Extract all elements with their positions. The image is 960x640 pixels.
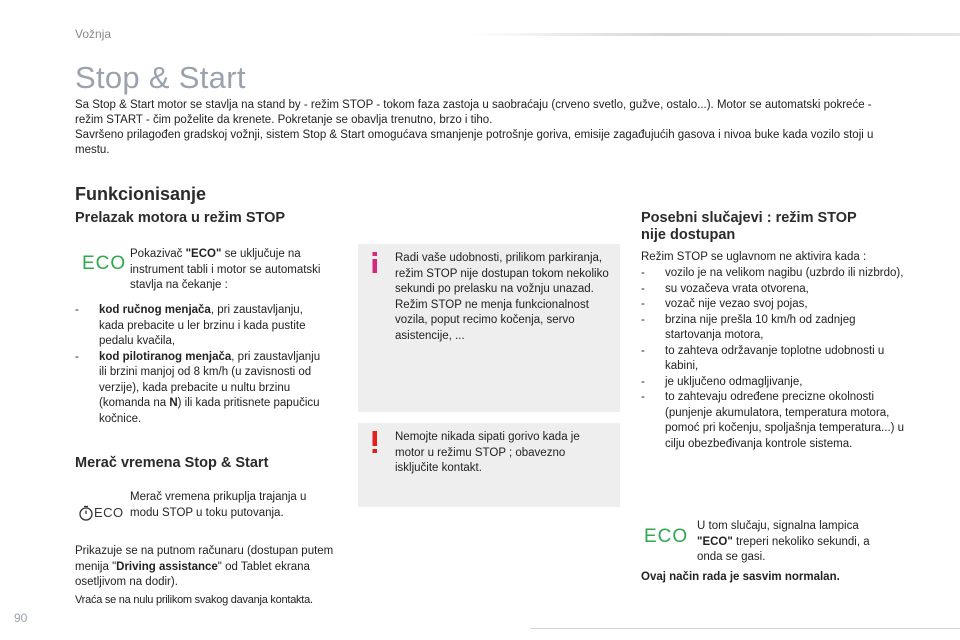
eco-flash-pre: U tom slučaju, signalna lampica: [697, 520, 859, 532]
timer-text: Merač vremena prikuplja trajanja u modu STOP u toku putovanja.: [130, 491, 307, 519]
warning-icon: [368, 431, 382, 453]
posebni-lead: Režim STOP se uglavnom ne aktivira kada :: [641, 251, 867, 263]
info-box-text-2: Režim STOP ne menja funkcionalnost vozila, poput recimo kočenja, servo asistencije, ...: [395, 298, 589, 342]
list-item: - su vozačeva vrata otvorena,: [641, 282, 906, 298]
piloted-gearbox-text-b: ) ili kada pritisnete papučicu kočnice.: [99, 397, 320, 425]
prelazak-heading: Prelazak motora u režim STOP: [75, 210, 286, 226]
indicator-text-pre: Pokazivač: [130, 248, 186, 260]
list-item: - vozač nije vezao svoj pojas,: [641, 297, 906, 313]
info-box-text: [395, 251, 610, 344]
eco-flash-text: [697, 519, 897, 566]
manual-gearbox-label: kod ručnog menjača: [99, 304, 211, 316]
indicator-text-post: se uključuje na instrument tabli i motor se automatski stavlja na čekanje :: [130, 248, 321, 291]
merac-heading: Merač vremena Stop & Start: [75, 455, 269, 471]
trip-text-pre: Prikazuje se na putnom računaru (dostupan putem menija ": [75, 545, 334, 573]
indicator-text: [130, 247, 340, 294]
eco-flash-post: treperi nekoliko sekundi, a onda se gasi.: [697, 535, 870, 563]
footer-rule: [530, 628, 960, 629]
list-item: - vozilo je na velikom nagibu (uzbrdo ili nizbrdo),: [641, 266, 906, 282]
neutral-key: N: [169, 397, 178, 409]
warning-box: [358, 423, 620, 507]
intro-paragraph-2: Savršeno prilagođen gradskoj vožnji, sistem Stop & Start omogućava smanjenje potrošnje goriva, emisije zagađujućih gasova i nivoa buke kada vozilo stoji u mestu.: [75, 129, 874, 156]
intro-paragraph-1: Sa Stop & Start motor se stavlja na stand by - režim STOP - tokom faza zastoja u saobraćaju (crveno svetlo, gužve, ostalo...). Motor se automatski pokreće - režim START - čim poželite da krenete. Pokretanje se obavlja trenutno, brzo i tiho.: [75, 99, 872, 126]
page-title: Stop & Start: [75, 60, 246, 95]
eco-indicator-icon: ECO: [82, 253, 127, 274]
piloted-gearbox-text-a: , pri zaustavljanju ili brzini manjoj od 8 km/h (u zavisnosti od verzije), kada prebacite u nultu brzinu (komanda na: [99, 350, 321, 409]
list-item: - brzina nije prešla 10 km/h od zadnjeg startovanja motora,: [641, 313, 906, 344]
list-item: - to zahtevaju određene precizne okolnosti (punjenje akumulatora, temperatura motora, pomoć pri kočenju, spoljašnja temperatura...) u cilju obezbeđivanja kontrole sistema.: [641, 390, 906, 452]
list-item: [75, 350, 330, 428]
page-number: 90: [14, 611, 28, 625]
info-box-text-1: Radi vaše udobnosti, prilikom parkiranja, režim STOP nije dostupan tokom nekoliko sekundi po prelasku na vožnju unazad.: [395, 252, 609, 295]
eco-timer-icon: [78, 503, 126, 523]
eco-flash-icon: ECO: [644, 526, 689, 547]
posebni-heading-line2: nije dostupan: [641, 227, 736, 243]
posebni-list: [641, 266, 906, 452]
posebni-heading-line1: Posebni slučajevi : režim STOP: [641, 210, 857, 226]
reset-note: Vraća se na nulu prilikom svakog davanja kontakta.: [75, 594, 313, 606]
section-label: Vožnja: [75, 27, 112, 41]
info-icon: [368, 252, 382, 274]
list-item: [75, 303, 330, 350]
indicator-text-eco: "ECO": [185, 248, 222, 260]
intro-text: [75, 98, 895, 158]
eco-timer-label: ECO: [94, 505, 124, 520]
driving-assistance-label: Driving assistance: [116, 560, 218, 573]
trip-text-post: " od Tablet ekrana osetljivom na dodir).: [75, 560, 310, 588]
stopwatch-icon: [78, 505, 94, 521]
gearbox-list: [75, 303, 330, 427]
piloted-gearbox-label: kod pilotiranog menjača: [99, 350, 232, 363]
list-item: - je uključeno odmagljivanje,: [641, 375, 906, 391]
warning-box-text: Nemojte nikada sipati gorivo kada je motor u režimu STOP ; obavezno isključite kontakt.: [395, 431, 580, 474]
trip-computer-text: [75, 544, 340, 591]
info-box: [358, 244, 620, 412]
eco-flash-bold: "ECO": [697, 535, 733, 548]
header-rule: [470, 33, 960, 36]
posebni-heading: [641, 210, 857, 244]
normal-operation-note: Ovaj način rada je sasvim normalan.: [641, 571, 840, 583]
list-item: - to zahteva održavanje toplotne udobnosti u kabini,: [641, 344, 906, 375]
manual-gearbox-text: , pri zaustavljanju, kada prebacite u ler brzinu i kada pustite pedalu kvačila,: [99, 304, 306, 347]
funkcionisanje-heading: Funkcionisanje: [75, 184, 207, 204]
